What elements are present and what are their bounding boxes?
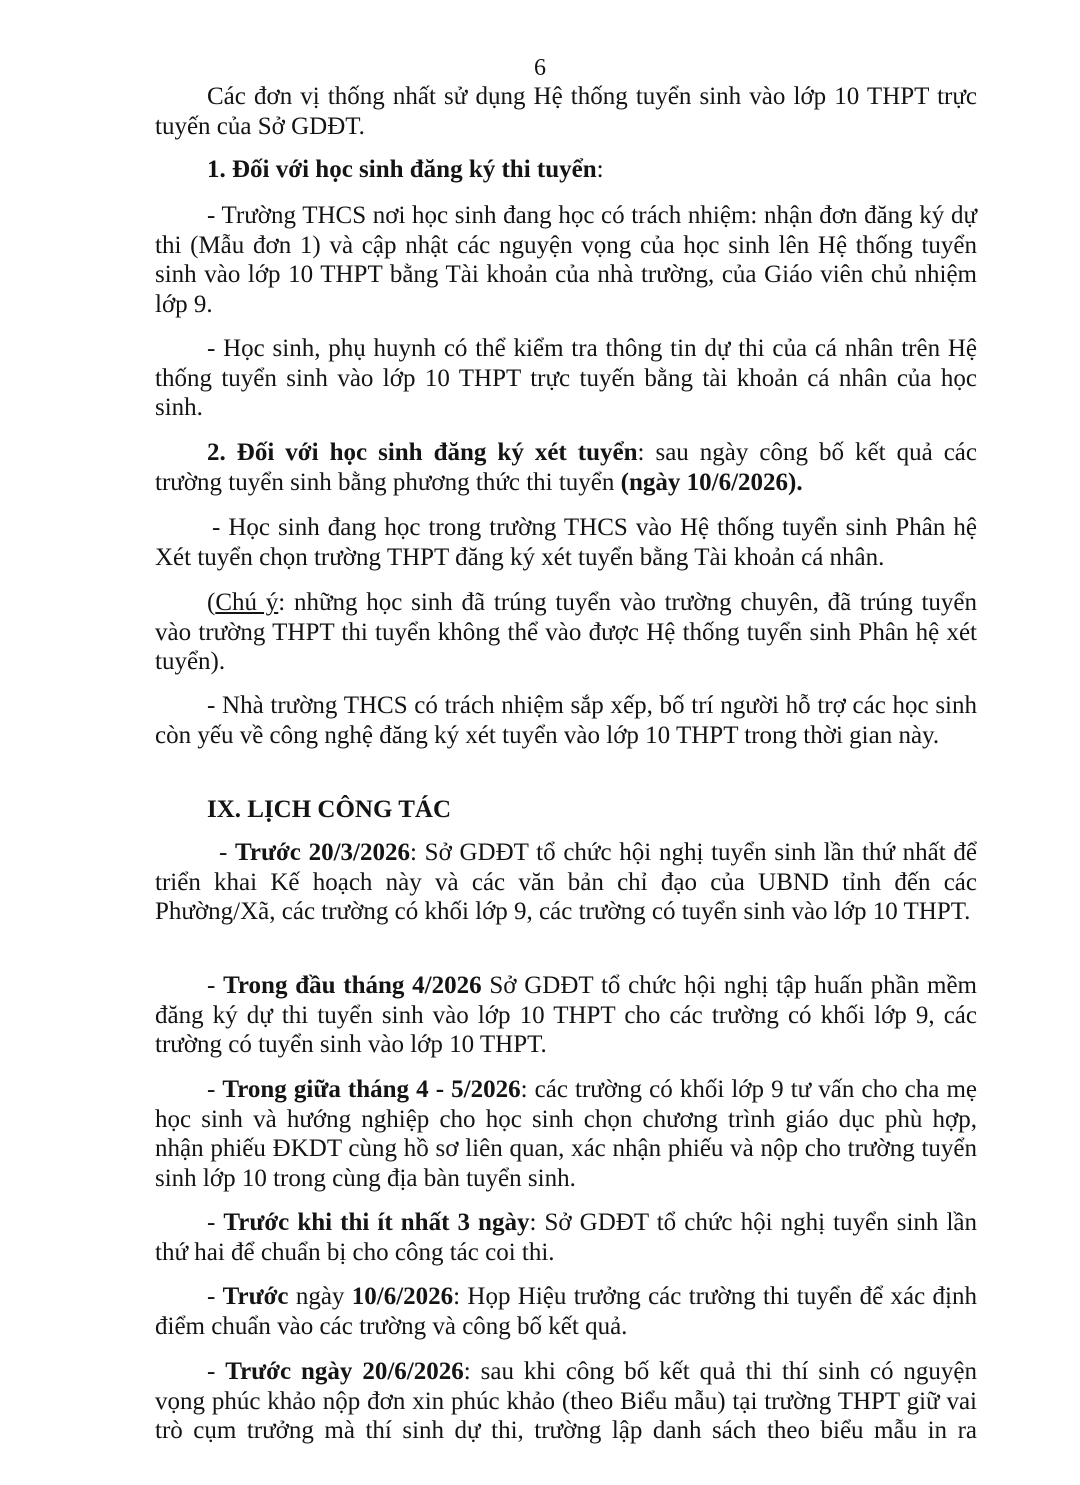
section-2-paragraph-1: - Học sinh đang học trong trường THCS vào Hệ thống tuyển sinh Phân hệ Xét tuyển chọn trường THPT đăng ký xét tuyển bằng Tài khoản cá nhân. bbox=[155, 514, 977, 571]
dash: - bbox=[207, 1283, 223, 1310]
dash: - bbox=[207, 1358, 226, 1385]
note-open-paren: ( bbox=[207, 589, 216, 616]
schedule-item-text: Sở GDĐT tổ chức hội nghị tập huấn phần mềm đăng ký dự thi tuyển sinh vào lớp 10 THPT cho các trường có khối lớp 9, các trường có tuyển sinh vào lớp 10 THPT. bbox=[155, 972, 977, 1058]
section-9-heading bbox=[155, 795, 977, 825]
schedule-item-4 bbox=[155, 1208, 977, 1267]
dash: - bbox=[207, 972, 224, 999]
section-2-text: : sau ngày công bố kết quả các trường tuyển sinh bằng phương thức thi tuyển bbox=[155, 439, 977, 496]
schedule-item-text: : Sở GDĐT tổ chức hội nghị tuyển sinh lần thứ nhất để triển khai Kế hoạch này và các văn bản chỉ đạo của UBND tỉnh đến các Phường/Xã, các trường có khối lớp 9, các trường có tuyển sinh vào lớp 10 THPT. bbox=[155, 839, 978, 925]
schedule-item-text: : các trường có khối lớp 9 tư vấn cho cha mẹ học sinh và hướng nghiệp cho học sinh chọn chương trình giáo dục phù hợp, nhận phiếu ĐKDT cùng hồ sơ liên quan, xác nhận phiếu và nộp cho trường tuyển sinh lớp 10 trong cùng địa bàn tuyển sinh. bbox=[155, 1076, 977, 1192]
schedule-item-date: Trong giữa tháng 4 - 5/2026 bbox=[222, 1076, 521, 1103]
section-9-heading-text: IX. LỊCH CÔNG TÁC bbox=[207, 796, 452, 823]
note-paragraph bbox=[155, 588, 977, 677]
section-2-paragraph bbox=[155, 438, 977, 497]
intro-paragraph: Các đơn vị thống nhất sử dụng Hệ thống tuyển sinh vào lớp 10 THPT trực tuyến của Sở GDĐT. bbox=[155, 83, 977, 140]
section-2-date: (ngày 10/6/2026). bbox=[620, 468, 803, 496]
schedule-item-text: : sau khi công bố kết quả thi thí sinh có nguyện vọng phúc khảo nộp đơn xin phúc khảo (theo Biểu mẫu) tại trường THPT giữ vai trò cụm trưởng mà thí sinh dự thi, trường lập danh sách theo biểu mẫu in ra bbox=[155, 1358, 977, 1444]
section-2-paragraph-2: - Nhà trường THCS có trách nhiệm sắp xếp, bố trí người hỗ trợ các học sinh còn yếu về công nghệ đăng ký xét tuyển vào lớp 10 THPT trong thời gian này. bbox=[155, 692, 977, 749]
schedule-item-6 bbox=[155, 1357, 977, 1446]
schedule-item-1 bbox=[155, 838, 977, 927]
schedule-item-date: Trước khi thi ít nhất 3 ngày bbox=[223, 1209, 530, 1236]
section-2-heading: 2. Đối với học sinh đăng ký xét tuyển bbox=[207, 439, 638, 466]
schedule-item-date: Trong đầu tháng 4/2026 bbox=[223, 972, 482, 999]
section-1-heading bbox=[155, 155, 977, 185]
schedule-item-text: : Họp Hiệu trưởng các trường thi tuyển để xác định điểm chuẩn vào các trường và công bố kết quả. bbox=[155, 1283, 978, 1340]
schedule-item-date: Trước 20/3/2026 bbox=[235, 839, 411, 866]
dash: - bbox=[219, 839, 236, 866]
schedule-item-mid: ngày bbox=[288, 1283, 352, 1310]
section-1-heading-colon: : bbox=[596, 156, 604, 183]
schedule-item-date-2: 10/6/2026 bbox=[351, 1283, 454, 1310]
schedule-item-date: Trước ngày 20/6/2026 bbox=[225, 1358, 464, 1385]
section-1-paragraph-2: - Học sinh, phụ huynh có thể kiểm tra thông tin dự thi của cá nhân trên Hệ thống tuyển sinh vào lớp 10 THPT trực tuyến bằng tài khoản cá nhân của học sinh. bbox=[155, 335, 977, 421]
page-number: 6 bbox=[534, 55, 546, 81]
note-text: : những học sinh đã trúng tuyển vào trường chuyên, đã trúng tuyển vào trường THPT thi tuyển không thể vào được Hệ thống tuyển sinh Phân hệ xét tuyển). bbox=[155, 589, 977, 675]
schedule-item-date: Trước bbox=[222, 1283, 289, 1310]
section-1-heading-text: 1. Đối với học sinh đăng ký thi tuyển bbox=[207, 156, 597, 183]
schedule-item-2 bbox=[155, 971, 977, 1060]
section-1-paragraph-1: - Trường THCS nơi học sinh đang học có trách nhiệm: nhận đơn đăng ký dự thi (Mẫu đơn 1) và cập nhật các nguyện vọng của học sinh lên Hệ thống tuyển sinh vào lớp 10 THPT bằng Tài khoản của nhà trường, của Giáo viên chủ nhiệm lớp 9. bbox=[155, 202, 977, 318]
note-label: Chú ý bbox=[215, 589, 279, 616]
dash: - bbox=[207, 1076, 223, 1103]
schedule-item-5 bbox=[155, 1282, 977, 1341]
dash: - bbox=[207, 1209, 224, 1236]
schedule-item-3 bbox=[155, 1075, 977, 1193]
schedule-item-text: : Sở GDĐT tổ chức hội nghị tuyển sinh lần thứ hai để chuẩn bị cho công tác coi thi. bbox=[155, 1209, 978, 1266]
